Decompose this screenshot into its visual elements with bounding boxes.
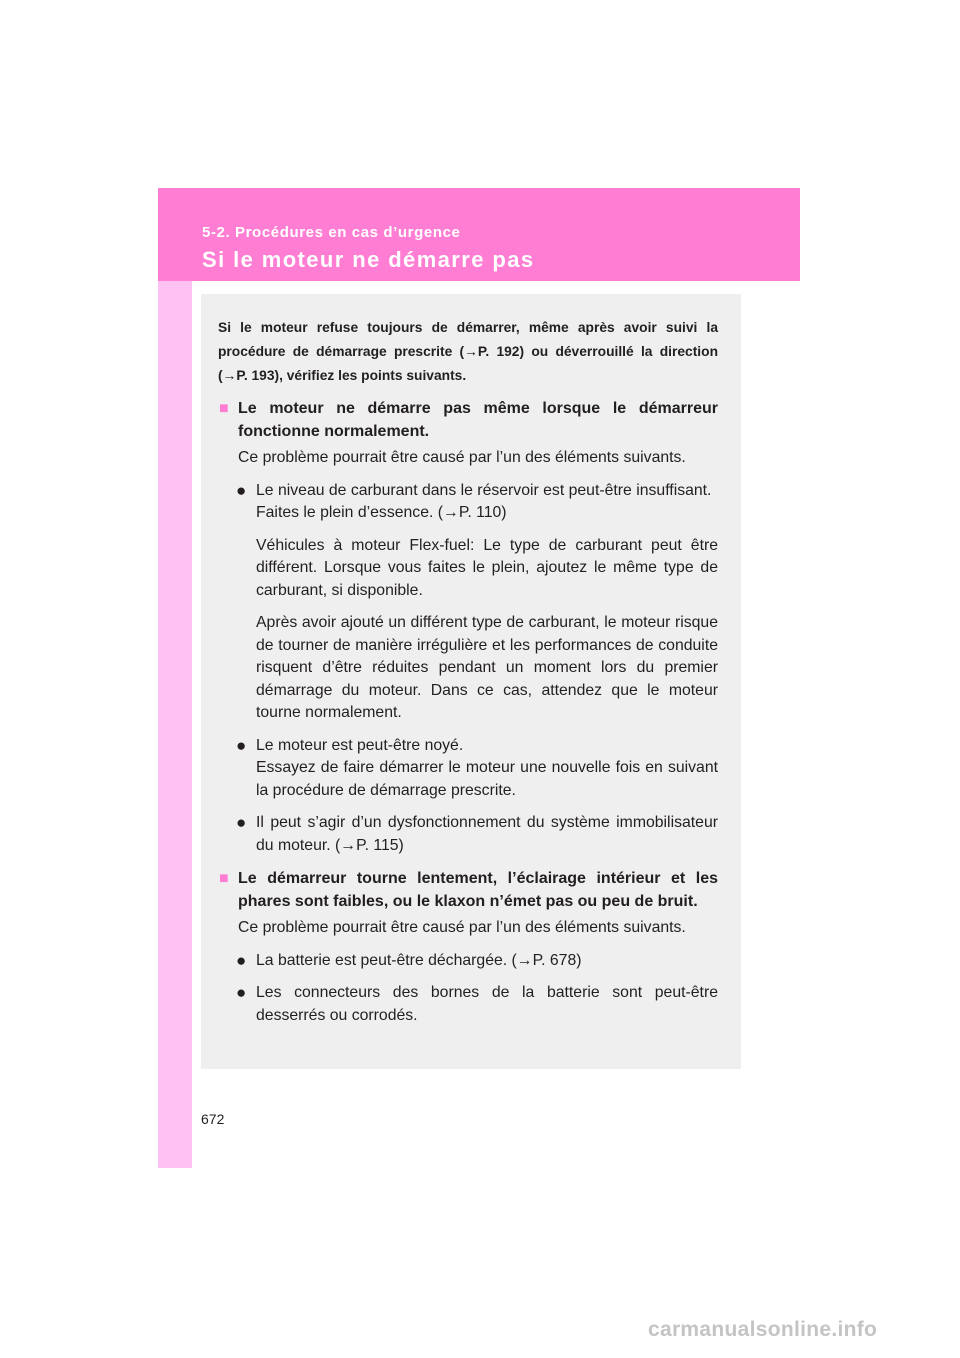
round-bullet-icon: ●: [236, 480, 247, 500]
list-item-text: La batterie est peut-être déchargée. (→P. 678): [256, 951, 582, 969]
section-lead-1: Ce problème pourrait être causé par l’un des éléments suivants.: [238, 449, 686, 466]
page-number: 672: [201, 1111, 225, 1127]
section-lead-2: Ce problème pourrait être causé par l’un des éléments suivants.: [238, 919, 686, 936]
list-item-text: Le niveau de carburant dans le réservoir est peut-être insuffisant.: [256, 481, 712, 499]
list-item-text: Il peut s’agir d’un dysfonctionnement du système immobilisateur du moteur. (→P. 115): [256, 814, 718, 854]
list-item: [218, 950, 718, 973]
page-title: Si le moteur ne démarre pas: [202, 247, 535, 272]
side-strip: [158, 281, 192, 1168]
square-bullet-icon: ■: [219, 870, 229, 887]
heading-text: Le démarreur tourne lentement, l’éclairage intérieur et les phares sont faibles, ou le klaxon n’émet pas ou peu de bruit.: [238, 870, 718, 910]
round-bullet-icon: ●: [236, 950, 247, 970]
list-item: [218, 735, 718, 758]
list-item: [218, 812, 718, 857]
list-item: [218, 982, 718, 1027]
list-item-text: Le moteur est peut-être noyé.: [256, 736, 464, 754]
round-bullet-icon: ●: [236, 735, 247, 755]
list-item: [218, 480, 718, 503]
section-label: 5-2. Procédures en cas d’urgence: [202, 224, 461, 241]
list-item-text: Les connecteurs des bornes de la batterie sont peut-être desserrés ou corrodés.: [256, 984, 718, 1024]
list-item-subtext: Faites le plein d’essence. (→P. 110): [256, 504, 507, 521]
watermark: carmanualsonline.info: [648, 1318, 878, 1341]
round-bullet-icon: ●: [236, 813, 247, 832]
content: [218, 316, 718, 1037]
intro-text: Si le moteur refuse toujours de démarrer, même après avoir suivi la procédure de démarrage prescrite (→P. 192) ou déverrouillé la direction (→P. 193), vérifiez les points suivants.: [218, 320, 718, 383]
list-item-subtext: Essayez de faire démarrer le moteur une nouvelle fois en suivant la procédure de démarrage prescrite.: [256, 759, 718, 799]
section-heading-2: [218, 867, 718, 913]
list-item-paragraph: Après avoir ajouté un différent type de carburant, le moteur risque de tourner de manière irrégulière et les performances de conduite risquent d’être réduites pendant un moment lors du premier démarrage du moteur. Dans ce cas, attendez que le moteur tourne normalement.: [256, 614, 718, 721]
round-bullet-icon: ●: [236, 983, 247, 1002]
square-bullet-icon: ■: [219, 400, 229, 417]
list-item-paragraph: Véhicules à moteur Flex-fuel: Le type de carburant peut être différent. Lorsque vous faites le plein, ajoutez le même type de carburant, si disponible.: [256, 536, 718, 599]
heading-text: Le moteur ne démarre pas même lorsque le démarreur fonctionne normalement.: [238, 400, 718, 440]
section-heading-1: [218, 397, 718, 443]
